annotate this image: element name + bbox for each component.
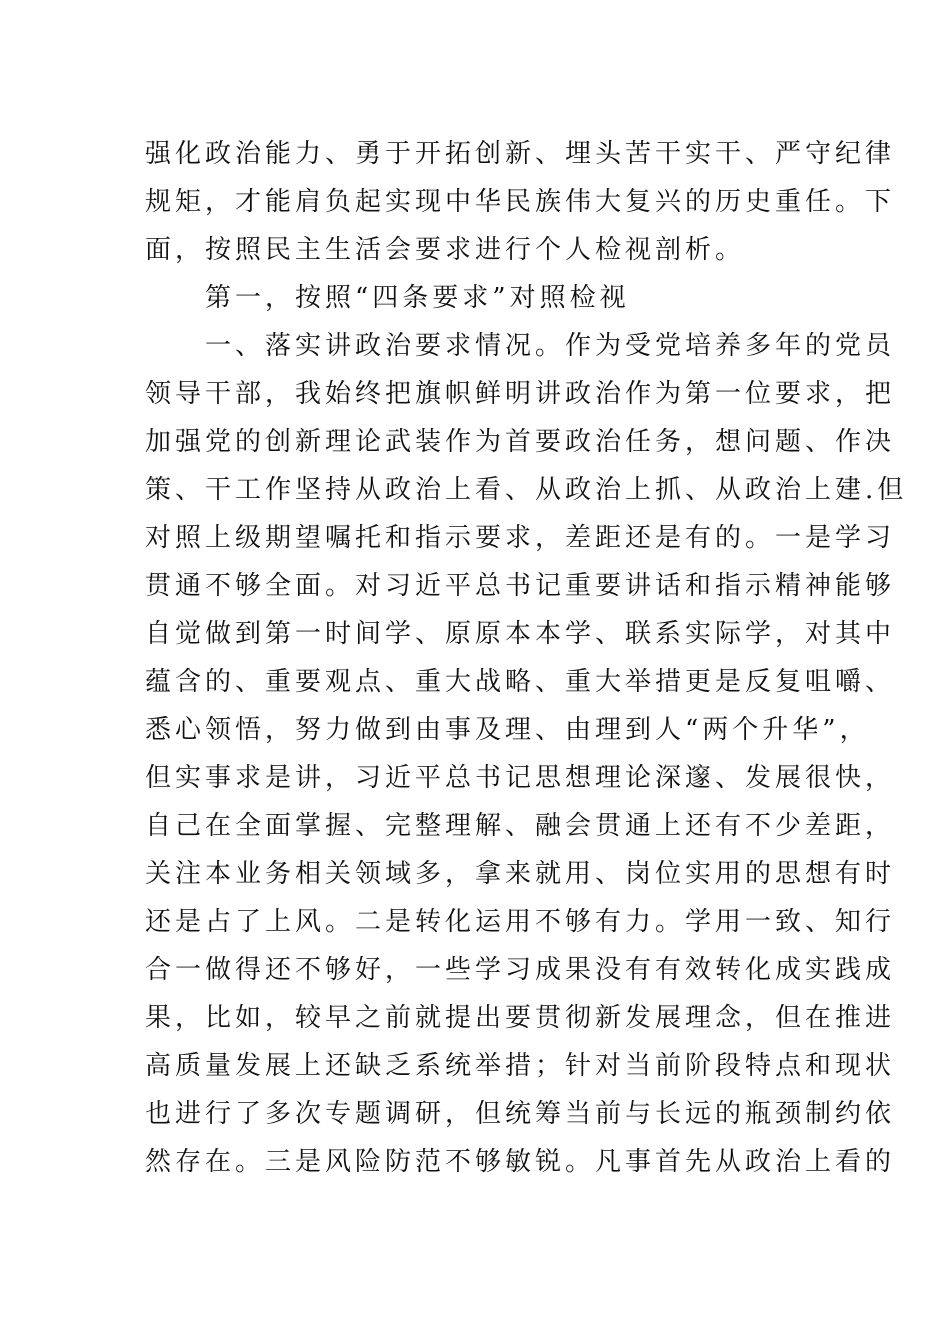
text-line-16: 关注本业务相关领域多，拿来就用、岗位实用的思想有时: [145, 859, 896, 889]
text-line-13: 悉心领悟，努力做到由事及理、由理到人“两个升华”，: [145, 715, 870, 745]
text-line-22: 然存在。三是风险防范不够敏锐。凡事首先从政治上看的: [145, 1147, 896, 1177]
text-line-2: 规矩，才能肩负起实现中华民族伟大复兴的历史重任。下: [145, 187, 896, 217]
text-line-17: 还是占了上风。二是转化运用不够有力。学用一致、知行: [145, 907, 896, 937]
text-line-8: 策、干工作坚持从政治上看、从政治上抓、从政治上建.但: [145, 475, 908, 505]
text-line-6: 领导干部，我始终把旗帜鲜明讲政治作为第一位要求，把: [145, 379, 896, 409]
section-heading: 第一，按照“四条要求”对照检视: [205, 283, 630, 313]
text-line-7: 加强党的创新理论武装作为首要政治任务，想问题、作决: [145, 427, 896, 457]
text-line-12: 蕴含的、重要观点、重大战略、重大举措更是反复咀嚼、: [145, 667, 896, 697]
text-line-21: 也进行了多次专题调研，但统筹当前与长远的瓶颈制约依: [145, 1099, 896, 1129]
text-line-1: 强化政治能力、勇于开拓创新、埋头苦干实干、严守纪律: [145, 139, 896, 169]
text-line-9: 对照上级期望嘱托和指示要求，差距还是有的。一是学习: [145, 523, 896, 553]
text-line-10: 贯通不够全面。对习近平总书记重要讲话和指示精神能够: [145, 571, 896, 601]
text-line-14: 但实事求是讲，习近平总书记思想理论深邃、发展很快，: [145, 763, 896, 793]
text-line-3: 面，按照民主生活会要求进行个人检视剖析。: [145, 235, 746, 265]
subsection-heading-line: 一、落实讲政治要求情况。作为受党培养多年的党员: [205, 331, 896, 361]
text-line-15: 自己在全面掌握、完整理解、融会贯通上还有不少差距，: [145, 811, 896, 841]
text-line-19: 果，比如，较早之前就提出要贯彻新发展理念，但在推进: [145, 1003, 896, 1033]
document-body-text: [145, 130, 908, 1186]
text-line-20: 高质量发展上还缺乏系统举措；针对当前阶段特点和现状: [145, 1051, 896, 1081]
text-line-18: 合一做得还不够好，一些学习成果没有有效转化成实践成: [145, 955, 896, 985]
text-line-11: 自觉做到第一时间学、原原本本学、联系实际学，对其中: [145, 619, 896, 649]
